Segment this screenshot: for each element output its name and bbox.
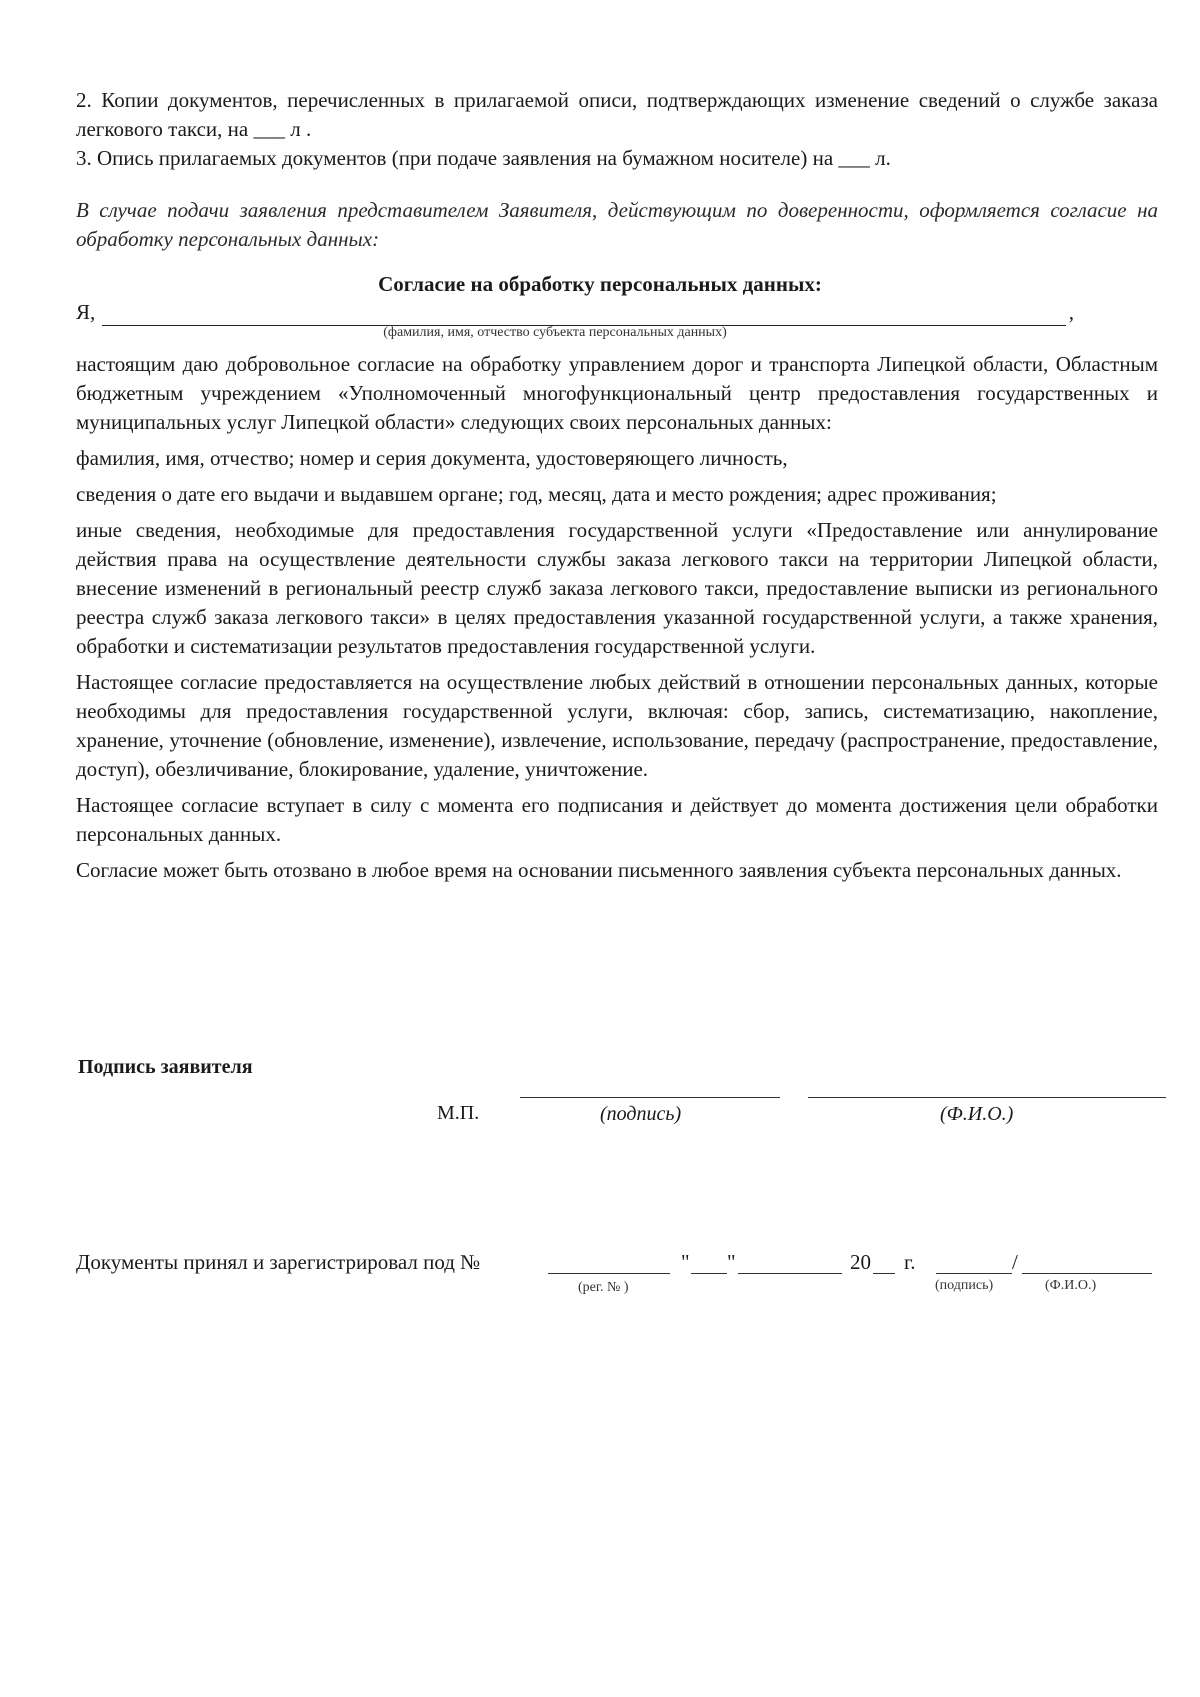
quote-open: " [681, 1250, 690, 1274]
year-suffix: г. [904, 1250, 916, 1274]
consent-paragraph: Настоящее согласие вступает в силу с момента его подписания и действует до момента достижения цели обработки персональных данных. [76, 793, 1158, 846]
registrar-signature-caption: (подпись) [935, 1278, 994, 1293]
consent-paragraph: иные сведения, необходимые для предоставления государственной услуги «Предоставление или аннулирование действия права на осуществление деятельности службы заказа легкового такси на территории Липецкой области, внесение изменений в региональный реестр служб заказа легкового такси, предоставление выписки из регионального реестра служб заказа легкового такси» в целях предоставления указанной государственной услуги, а также хранения, обработки и систематизации результатов предоставления государственной услуги. [76, 518, 1158, 658]
year-prefix: 20 [850, 1250, 871, 1274]
year-blank-line [873, 1273, 895, 1274]
consent-paragraph: фамилия, имя, отчество; номер и серия документа, удостоверяющего личность, [76, 446, 788, 470]
attachments-list [76, 86, 1158, 173]
registration-text: Документы принял и зарегистрировал под № [76, 1250, 481, 1274]
applicant-signature-label: Подпись заявителя [78, 1056, 253, 1078]
reg-number-caption: (рег. № ) [578, 1280, 629, 1295]
ya-label: Я, [76, 300, 96, 324]
stamp-place-label: М.П. [437, 1102, 480, 1124]
list-item-2: 2. Копии документов, перечисленных в прилагаемой описи, подтверждающих изменение сведений о службе заказа легкового такси, на ___ л . [76, 88, 1158, 141]
day-blank-line [691, 1273, 727, 1274]
quote-close: " [727, 1250, 736, 1274]
list-item-3: 3. Опись прилагаемых документов (при подаче заявления на бумажном носителе) на ___ л. [76, 146, 891, 170]
consent-paragraph: Настоящее согласие предоставляется на осуществление любых действий в отношении персональных данных, которые необходимы для предоставления государственной услуги, включая: сбор, запись, систематизацию, накопление, хранение, уточнение (обновление, изменение), извлечение, использование, передачу (распространение, предоставление, доступ), обезличивание, блокирование, удаление, уничтожение. [76, 670, 1158, 781]
ya-comma: , [1068, 300, 1074, 324]
representative-note: В случае подачи заявления представителем Заявителя, действующим по доверенности, оформляется согласие на обработку персональных данных: [76, 198, 1158, 251]
fio-blank-line [808, 1097, 1166, 1098]
consent-body [76, 350, 1158, 892]
slash: / [1012, 1250, 1018, 1274]
name-caption: (фамилия, имя, отчество субъекта персональных данных) [383, 325, 727, 340]
signature-blank-line [520, 1097, 780, 1098]
consent-title: Согласие на обработку персональных данных: [378, 272, 822, 296]
consent-paragraph: сведения о дате его выдачи и выдавшем органе; год, месяц, дата и место рождения; адрес проживания; [76, 482, 997, 506]
signature-caption: (подпись) [600, 1103, 682, 1125]
reg-number-blank-line [548, 1273, 670, 1274]
consent-paragraph: Согласие может быть отозвано в любое время на основании письменного заявления субъекта персональных данных. [76, 858, 1122, 882]
registrar-fio-blank-line [1022, 1273, 1152, 1274]
fio-caption: (Ф.И.О.) [940, 1103, 1014, 1125]
month-blank-line [738, 1273, 842, 1274]
consent-paragraph: настоящим даю добровольное согласие на обработку управлением дорог и транспорта Липецкой области, Областным бюджетным учреждением «Уполномоченный многофункциональный центр предоставления государственных и муниципальных услуг Липецкой области» следующих своих персональных данных: [76, 352, 1158, 434]
registrar-fio-caption: (Ф.И.О.) [1045, 1278, 1097, 1293]
registrar-signature-blank-line [936, 1273, 1012, 1274]
